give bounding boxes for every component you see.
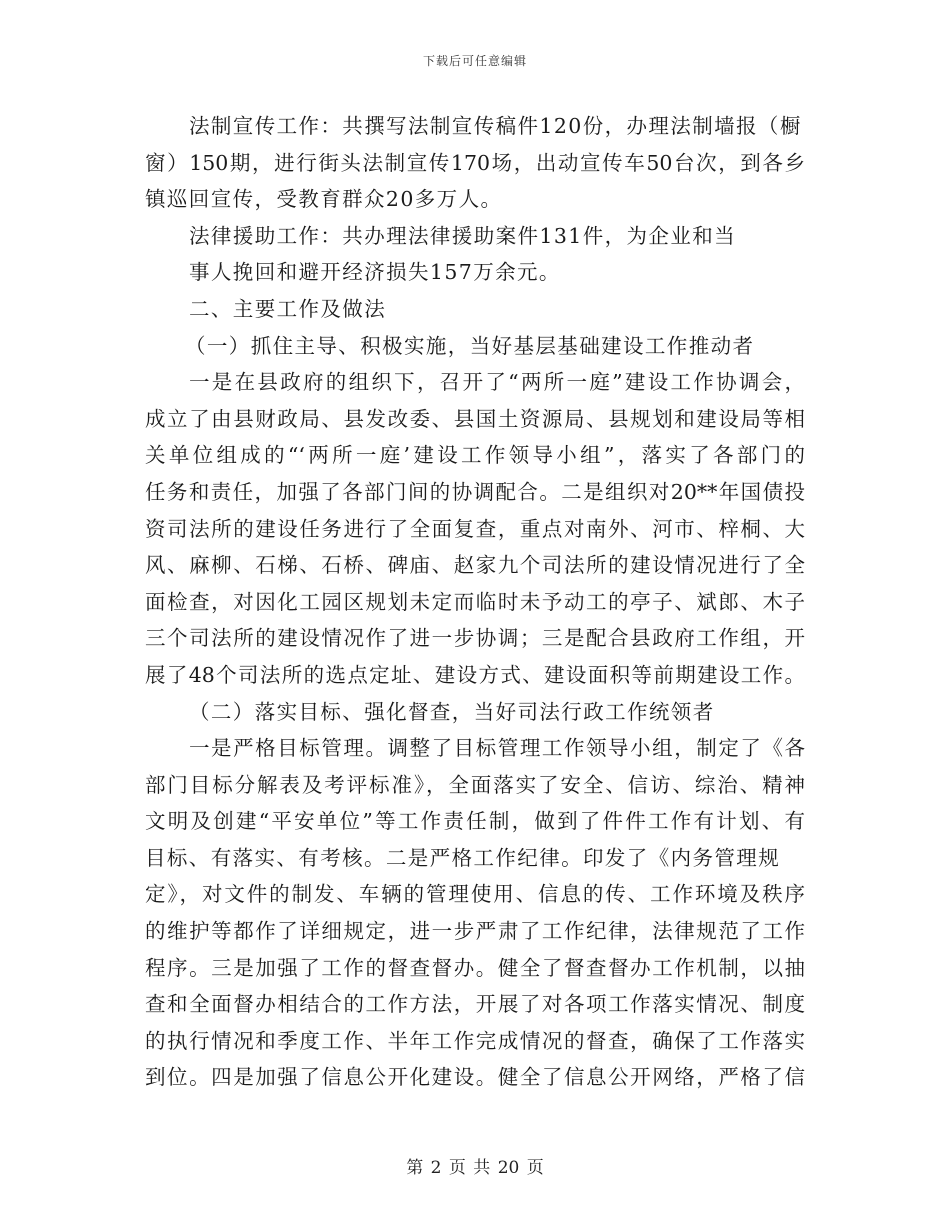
- section-heading: 二、主要工作及做法: [189, 296, 387, 321]
- text-line: 面检查，对因化工园区规划未定而临时未予动工的亭子、斌郎、木子: [145, 589, 805, 614]
- text-line: 的执行情况和季度工作、半年工作完成情况的督查，确保了工作落实: [145, 1028, 805, 1053]
- text-line: 窗）150期，进行街头法制宣传170场，出动宣传车50台次，到各乡: [145, 150, 805, 175]
- text-line: 成立了由县财政局、县发改委、县国土资源局、县规划和建设局等相: [145, 406, 805, 431]
- text-line: 关单位组成的“‘两所一庭’建设工作领导小组”，落实了各部门的: [145, 443, 805, 468]
- text-line: 部门目标分解表及考评标准》，全面落实了安全、信访、综治、精神: [145, 772, 805, 797]
- page-header: 下载后可任意编辑: [422, 54, 527, 68]
- text-line: 任务和责任，加强了各部门间的协调配合。二是组织对20**年国债投: [145, 479, 805, 504]
- text-line: 一是严格目标管理。调整了目标管理工作领导小组，制定了《各: [189, 736, 805, 761]
- text-line: 法律援助工作：共办理法律援助案件131件，为企业和当: [189, 223, 737, 248]
- text-line: 法制宣传工作：共撰写法制宣传稿件120份，办理法制墙报（橱: [189, 114, 802, 138]
- text-line: 资司法所的建设任务进行了全面复查，重点对南外、河市、梓桐、大: [145, 516, 805, 541]
- text-line: 定》，对文件的制发、车辆的管理使用、信息的传、工作环境及秩序: [145, 882, 805, 907]
- text-line: 一是在县政府的组织下，召开了“两所一庭”建设工作协调会，: [189, 370, 805, 395]
- text-line: 事人挽回和避开经济损失157万余元。: [189, 260, 561, 285]
- text-line: 的维护等都作了详细规定，进一步严肃了工作纪律，法律规范了工作: [145, 919, 805, 944]
- text-line: 查和全面督办相结合的工作方法，开展了对各项工作落实情况、制度: [145, 992, 805, 1017]
- text-line: 风、麻柳、石梯、石桥、碑庙、赵家九个司法所的建设情况进行了全: [145, 553, 805, 578]
- text-line: 程序。三是加强了工作的督查督办。健全了督查督办工作机制，以抽: [145, 955, 805, 980]
- text-line: 文明及创建“平安单位”等工作责任制，做到了件件工作有计划、有: [145, 809, 805, 834]
- text-line: 到位。四是加强了信息公开化建设。健全了信息公开网络，严格了信: [145, 1065, 805, 1090]
- subsection-heading: （一）抓住主导、积极实施，当好基层基础建设工作推动者: [185, 333, 755, 358]
- subsection-heading: （二）落实目标、强化督查，当好司法行政工作统领者: [189, 699, 715, 724]
- text-line: 三个司法所的建设情况作了进一步协调；三是配合县政府工作组，开: [145, 626, 805, 651]
- page-footer: 第 2 页 共 20 页: [406, 1158, 544, 1178]
- text-line: 目标、有落实、有考核。二是严格工作纪律。印发了《内务管理规: [145, 845, 781, 870]
- text-line: 镇巡回宣传，受教育群众20多万人。: [145, 187, 503, 212]
- document-body: [145, 108, 805, 1096]
- text-line: 展了48个司法所的选点定址、建设方式、建设面积等前期建设工作。: [145, 662, 805, 687]
